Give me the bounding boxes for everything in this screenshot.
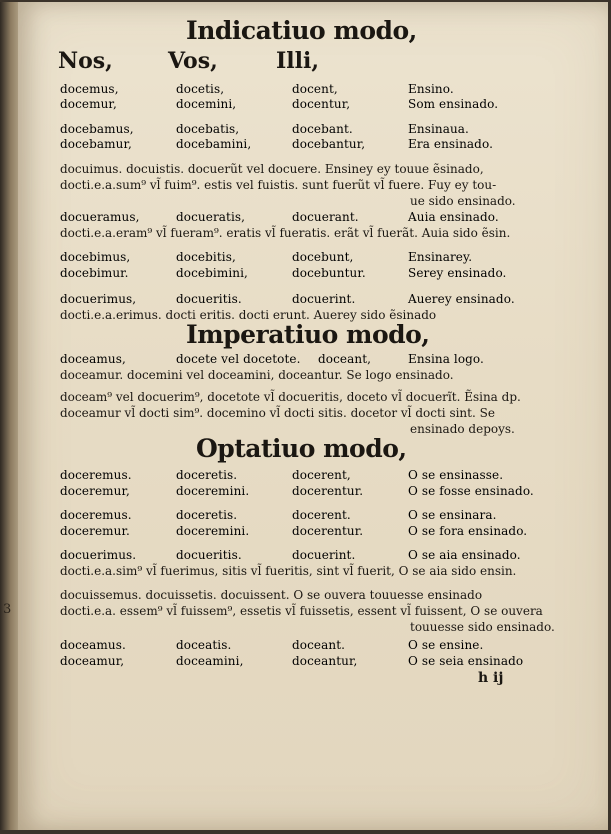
form-cell: docebitis, bbox=[176, 250, 236, 264]
form-cell: docuerimus. bbox=[60, 548, 137, 562]
conjugation-line: docti.e.a. essem⁹ vl̃ fuissem⁹, essetis vl̃ fuissetis, essent vl̃ fuissent, O se ouvera bbox=[60, 604, 543, 618]
book-page bbox=[18, 2, 608, 830]
form-cell: docueritis. bbox=[176, 292, 242, 306]
form-cell: docebimur. bbox=[60, 266, 129, 280]
translation-cell: O se ensinara. bbox=[408, 508, 497, 522]
form-cell: doceremur. bbox=[60, 524, 130, 538]
conjugation-line: ensinado depoys. bbox=[410, 422, 515, 436]
form-cell: docuerint. bbox=[292, 292, 356, 306]
form-cell: doceantur, bbox=[292, 654, 358, 668]
conjugation-line: ue sido ensinado. bbox=[410, 194, 516, 208]
translation-cell: Ensina logo. bbox=[408, 352, 484, 366]
translation-cell: Era ensinado. bbox=[408, 137, 493, 151]
heading-optative: Optatiuo modo, bbox=[196, 434, 407, 463]
form-cell: docebimini, bbox=[176, 266, 248, 280]
conjugation-line: docti.e.a.sim⁹ vl̃ fuerimus, sitis vl̃ fueritis, sint vl̃ fuerit, O se aia sido ensin. bbox=[60, 564, 517, 578]
translation-cell: O se aia ensinado. bbox=[408, 548, 521, 562]
translation-cell: Ensinarey. bbox=[408, 250, 473, 264]
heading-indicative: Indicatiuo modo, bbox=[186, 16, 417, 45]
form-cell: docueritis. bbox=[176, 548, 242, 562]
form-cell: doceant. bbox=[292, 638, 346, 652]
form-cell: doceamini, bbox=[176, 654, 244, 668]
conjugation-line: docti.e.a.erimus. docti eritis. docti erunt. Auerey sido ẽsinado bbox=[60, 308, 437, 322]
form-cell: docebatis, bbox=[176, 122, 240, 136]
form-cell: docerentur. bbox=[292, 524, 364, 538]
translation-cell: Auia ensinado. bbox=[408, 210, 499, 224]
form-cell: docent, bbox=[292, 82, 338, 96]
form-cell: docentur, bbox=[292, 97, 351, 111]
translation-cell: O se fora ensinado. bbox=[408, 524, 528, 538]
translation-cell: O se fosse ensinado. bbox=[408, 484, 534, 498]
form-cell: doceremus. bbox=[60, 508, 132, 522]
form-cell: docebunt, bbox=[292, 250, 354, 264]
form-cell: docemur, bbox=[60, 97, 117, 111]
form-cell: doceremini. bbox=[176, 484, 250, 498]
pronoun-nos: Nos, bbox=[58, 48, 113, 74]
translation-cell: O se seia ensinado bbox=[408, 654, 524, 668]
form-cell: docuerant. bbox=[292, 210, 359, 224]
form-cell: docerent. bbox=[292, 508, 351, 522]
form-cell: docemus, bbox=[60, 82, 119, 96]
form-cell: docebamini, bbox=[176, 137, 252, 151]
form-cell: docuerint. bbox=[292, 548, 356, 562]
form-cell: docemini, bbox=[176, 97, 237, 111]
translation-cell: Auerey ensinado. bbox=[408, 292, 515, 306]
form-cell: doceremus. bbox=[60, 468, 132, 482]
form-cell: doceatis. bbox=[176, 638, 232, 652]
form-cell: docerentur. bbox=[292, 484, 364, 498]
form-cell: doceamus. bbox=[60, 638, 126, 652]
form-cell: doceremur, bbox=[60, 484, 130, 498]
translation-cell: Serey ensinado. bbox=[408, 266, 507, 280]
margin-mark: 3 bbox=[3, 602, 12, 617]
translation-cell: O se ensine. bbox=[408, 638, 484, 652]
pronoun-vos: Vos, bbox=[168, 48, 218, 74]
conjugation-line: docti.e.a.sum⁹ vl̃ fuim⁹. estis vel fuistis. sunt fuerũt vl̃ fuere. Fuy ey tou- bbox=[60, 178, 497, 192]
form-cell: doceretis. bbox=[176, 468, 238, 482]
form-cell: docebantur, bbox=[292, 137, 366, 151]
conjugation-line: docuissemus. docuissetis. docuissent. O se ouvera touuesse ensinado bbox=[60, 588, 483, 602]
conjugation-line: doceamur vl̃ docti sim⁹. docemino vl̃ docti sitis. docetor vl̃ docti sint. Se bbox=[60, 406, 495, 420]
form-cell: doceamus, bbox=[60, 352, 126, 366]
pronoun-illi: Illi, bbox=[276, 48, 320, 74]
conjugation-line: touuesse sido ensinado. bbox=[410, 620, 555, 634]
translation-cell: Ensino. bbox=[408, 82, 454, 96]
form-cell: doceretis. bbox=[176, 508, 238, 522]
translation-cell: Som ensinado. bbox=[408, 97, 499, 111]
conjugation-line: docti.e.a.eram⁹ vl̃ fueram⁹. eratis vl̃ fueratis. erãt vl̃ fuerãt. Auia sido ẽsin. bbox=[60, 226, 511, 240]
signature-mark: h ij bbox=[478, 670, 504, 686]
heading-imperative: Imperatiuo modo, bbox=[186, 320, 430, 349]
form-cell: doceamur, bbox=[60, 654, 125, 668]
translation-cell: Ensinaua. bbox=[408, 122, 469, 136]
conjugation-line: doceamur. docemini vel doceamini, doceantur. Se logo ensinado. bbox=[60, 368, 454, 382]
form-cell: docueratis, bbox=[176, 210, 246, 224]
conjugation-line: doceam⁹ vel docuerim⁹, docetote vl̃ docueritis, doceto vl̃ docuerĩt. Ẽsina dp. bbox=[60, 390, 521, 404]
form-cell: docebuntur. bbox=[292, 266, 366, 280]
form-cell: docete vel docetote. bbox=[176, 352, 301, 366]
form-cell: docebimus, bbox=[60, 250, 131, 264]
form-cell: docetis, bbox=[176, 82, 225, 96]
form-cell: doceremini. bbox=[176, 524, 250, 538]
form-cell: doceant, bbox=[318, 352, 372, 366]
form-cell: docuerimus, bbox=[60, 292, 137, 306]
form-cell: docebamur, bbox=[60, 137, 132, 151]
translation-cell: O se ensinasse. bbox=[408, 468, 504, 482]
form-cell: docerent, bbox=[292, 468, 351, 482]
form-cell: docueramus, bbox=[60, 210, 140, 224]
form-cell: docebant. bbox=[292, 122, 353, 136]
form-cell: docebamus, bbox=[60, 122, 134, 136]
conjugation-line: docuimus. docuistis. docuerũt vel docuere. Ensiney ey touue ẽsinado, bbox=[60, 162, 484, 176]
